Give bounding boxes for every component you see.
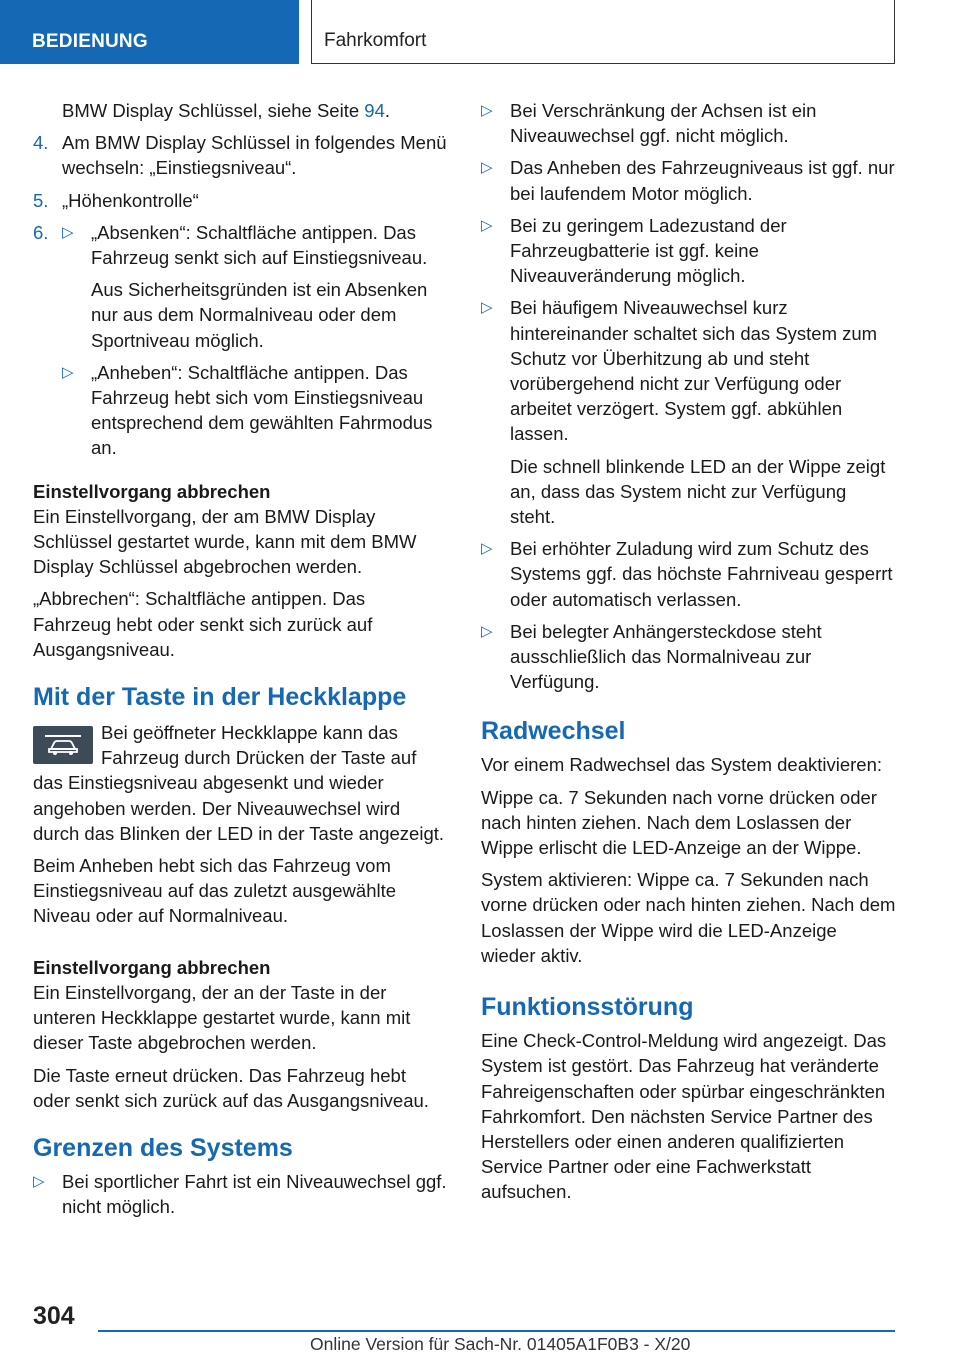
car-level-button-icon [33,726,93,764]
paragraph: Ein Einstellvorgang, der am BMW Display Schlüssel gestartet wurde, kann mit dem BMW Display Schlüssel abgebrochen werden. [33,505,417,578]
step-6 [33,220,448,461]
step6-option-anheben [62,360,448,461]
section-tab: BEDIENUNG [0,0,299,64]
triangle-bullet-icon: ▷ [481,540,493,558]
triangle-bullet-icon: ▷ [62,363,74,381]
step-4 [33,130,448,180]
option-text: „Absenken“: Schaltfläche antippen. Das Fahrzeug senkt sich auf Einstiegsniveau. [91,221,428,269]
online-version-note: Online Version für Sach-Nr. 01405A1F0B3 - X/20 [310,1334,691,1354]
triangle-bullet-icon: ▷ [481,216,493,234]
page-number: 304 [33,1302,75,1330]
limit-item: ▷ Bei erhöhter Zuladung wird zum Schutz des Systems ggf. das höchste Fahrniveau gesperrt oder automatisch verlassen. [481,538,893,610]
option-text: „Anheben“: Schaltfläche antippen. Das Fahrzeug hebt sich vom Einstiegsniveau entsprechend dem gewählten Fahrmodus an. [91,361,433,459]
paragraph: Ein Einstellvorgang, der an der Taste in der unteren Heckklappe gestartet wurde, kann mit dieser Taste abgebrochen werden. [33,981,411,1054]
step6-option-absenken [62,220,448,353]
right-column [481,98,896,1212]
paragraph: Beim Anheben hebt sich das Fahrzeug vom Einstiegsniveau auf das zuletzt ausgewählte Niveau oder auf Normalniveau. [33,855,397,927]
limit-item: ▷ Bei häufigem Niveauwechsel kurz hintereinander schaltet sich das System zum Schutz vor Überhitzung ab und steht vorübergehend nicht zur Verfügung oder arbeitet verzögert. System ggf. abkühlen lassen. Die schnell blinkende LED an der Wippe zeigt an, dass das System nicht zur Verfügung steht. [481,297,886,528]
step-text: „Höhenkontrolle“ [62,189,199,211]
triangle-bullet-icon: ▷ [481,299,493,317]
subheading-cancel-key: Einstellvorgang abbrechen [33,480,271,502]
limit-item: ▷ Bei belegter Anhängersteckdose steht ausschließlich das Normalniveau zur Verfügung. [481,620,822,693]
page-link[interactable]: 94 [364,100,385,121]
step-text: Am BMW Display Schlüssel in folgendes Menü wechseln: „Einstiegsniveau“. [62,132,447,179]
triangle-bullet-icon: ▷ [481,622,493,640]
triangle-bullet-icon: ▷ [481,159,493,177]
paragraph: „Abbrechen“: Schaltfläche antippen. Das Fahrzeug hebt oder senkt sich zurück auf Ausgangsniveau. [33,588,373,660]
heading-system-limits: Grenzen des Systems [33,1133,293,1162]
triangle-bullet-icon: ▷ [481,102,493,119]
limit-item: ▷ Das Anheben des Fahrzeugniveaus ist ggf. nur bei laufendem Motor möglich. [481,157,895,204]
step-5 [33,188,448,213]
paragraph: Eine Check-Control-Meldung wird angezeigt. Das System ist gestört. Das Fahrzeug hat veränderte Fahreigenschaften oder spürbar eingeschränkten Fahrkomfort. Den nächsten Service Partner des Herstellers oder einen anderen qualifizierten Service Partner oder eine Fachwerkstatt aufsuchen. [481,1030,887,1203]
limit-item: ▷ Bei sportlicher Fahrt ist ein Niveauwechsel ggf. nicht möglich. [33,1170,447,1218]
paragraph: Die Taste erneut drücken. Das Fahrzeug hebt oder senkt sich zurück auf das Ausgangsniveau. [33,1064,429,1111]
limit-item: ▷ Bei zu geringem Ladezustand der Fahrzeugbatterie ist ggf. keine Niveauveränderung möglich. [481,214,787,287]
paragraph: Vor einem Radwechsel das System deaktivieren: [481,754,883,776]
heading-malfunction: Funktionsstörung [481,993,694,1022]
paragraph: Wippe ca. 7 Sekunden nach vorne drücken oder nach hinten ziehen. Nach dem Loslassen der Wippe erlischt die LED-Anzeige an der Wippe. [481,786,877,859]
step-number: 5. [33,189,49,211]
heading-tailgate-button: Mit der Taste in der Heckklappe [33,683,407,712]
option-note: Aus Sicherheitsgründen ist ein Absenken nur aus dem Normalniveau oder dem Sportniveau möglich. [91,279,428,351]
limit-item: ▷ Bei Verschränkung der Achsen ist ein Niveauwechsel ggf. nicht möglich. [481,100,817,147]
triangle-bullet-icon: ▷ [33,1172,45,1190]
footer-rule [98,1330,895,1332]
step-number: 6. [33,221,49,243]
tailgate-paragraph: Bei geöffneter Heckklappe kann das Fahrzeug durch Drücken der Taste auf das Einstiegsniveau abgesenkt und wieder angehoben werden. Der Niveauwechsel wird durch das Blinken der LED in der Taste angezeigt. [33,722,445,844]
step-number: 4. [33,132,49,154]
intro-paragraph: BMW Display Schlüssel, siehe Seite 94. [62,100,390,121]
paragraph: System aktivieren: Wippe ca. 7 Sekunden nach vorne drücken oder nach hinten ziehen. Nach dem Loslassen der Wippe wird die LED-Anzeige wieder aktiv. [481,869,896,966]
chapter-title: Fahrkomfort [324,30,427,51]
heading-wheel-change: Radwechsel [481,717,626,746]
subheading-cancel-button: Einstellvorgang abbrechen [33,956,271,978]
triangle-bullet-icon: ▷ [62,223,74,241]
left-column [33,98,448,1226]
